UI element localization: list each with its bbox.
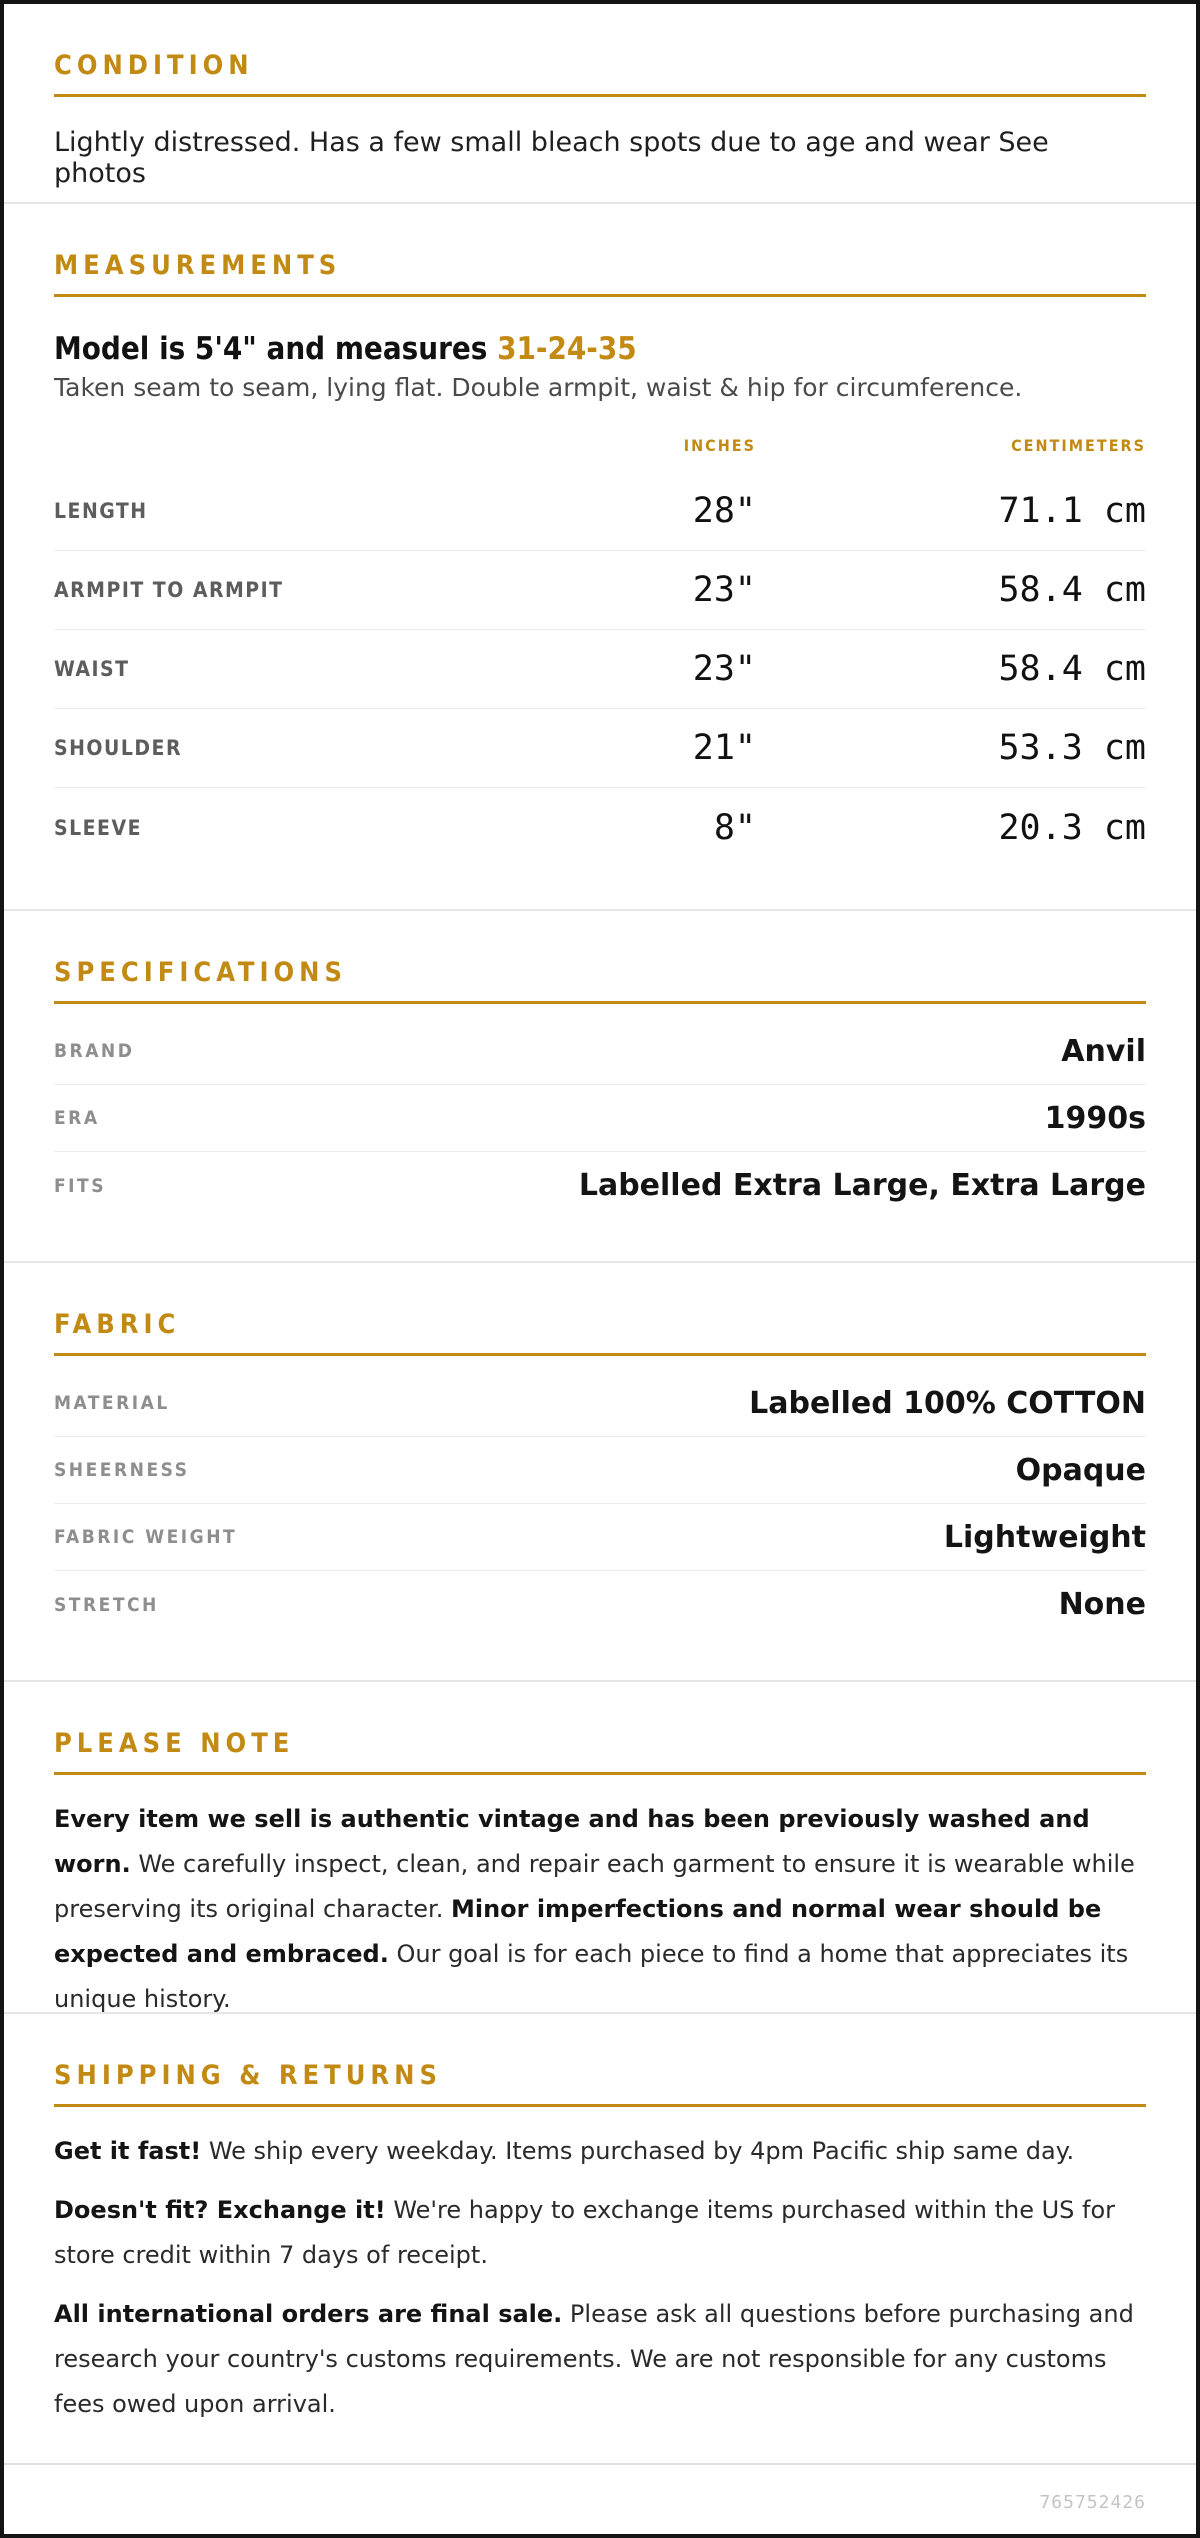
shipping-returns-title: SHIPPING & RETURNS bbox=[54, 2060, 1146, 2107]
model-measures-heading bbox=[54, 331, 1146, 367]
centimeters-column-header: CENTIMETERS bbox=[1011, 436, 1146, 456]
specifications-title: SPECIFICATIONS bbox=[54, 957, 1146, 1004]
note-text-2: Our goal is for each piece to find a home that appreciates its unique history. bbox=[54, 1940, 1129, 2014]
measurement-cm: 71.1 cm bbox=[998, 491, 1146, 532]
spec-value: Labelled Extra Large, Extra Large bbox=[578, 1168, 1146, 1204]
measurement-inches: 21" bbox=[692, 728, 756, 769]
measurement-label: SLEEVE bbox=[54, 815, 142, 840]
shipping-text: Please ask all questions before purchasing and research your country's customs requirements. We are not responsible for any customs fees owed upon arrival. bbox=[54, 2300, 1134, 2419]
spec-value: 1990s bbox=[1044, 1100, 1146, 1136]
measurements-subtitle: Taken seam to seam, lying flat. Double armpit, waist & hip for circumference. bbox=[54, 373, 1023, 403]
spec-label: BRAND bbox=[54, 1040, 135, 1063]
note-text-1: We carefully inspect, clean, and repair each garment to ensure it is wearable while preserving its original character. bbox=[54, 1850, 1135, 1924]
measurements-table bbox=[54, 472, 1146, 867]
shipping-paragraph-international bbox=[54, 2292, 1146, 2427]
measurement-label: WAIST bbox=[54, 657, 130, 682]
condition-title: CONDITION bbox=[54, 50, 1146, 97]
please-note-title: PLEASE NOTE bbox=[54, 1728, 1146, 1775]
shipping-text: We ship every weekday. Items purchased by 4pm Pacific ship same day. bbox=[201, 2137, 1075, 2166]
fabric-label: STRETCH bbox=[54, 1593, 159, 1616]
spec-row-era bbox=[54, 1085, 1146, 1152]
fabric-label: MATERIAL bbox=[54, 1392, 170, 1415]
measurement-cm: 58.4 cm bbox=[998, 649, 1146, 690]
spec-value: Anvil bbox=[1061, 1033, 1146, 1069]
fabric-section bbox=[4, 1263, 1196, 1682]
fabric-value: Opaque bbox=[1015, 1452, 1146, 1488]
spec-label: ERA bbox=[54, 1107, 100, 1130]
measurement-row-waist bbox=[54, 630, 1146, 709]
measurements-section bbox=[4, 204, 1196, 911]
shipping-paragraph-exchange bbox=[54, 2188, 1146, 2278]
fabric-row-weight bbox=[54, 1504, 1146, 1571]
fabric-row-sheerness bbox=[54, 1437, 1146, 1504]
shipping-returns-section bbox=[4, 2014, 1196, 2465]
fabric-value: Lightweight bbox=[943, 1519, 1146, 1555]
shipping-text: We're happy to exchange items purchased within the US for store credit within 7 days of receipt. bbox=[54, 2196, 1116, 2270]
fabric-list bbox=[54, 1370, 1146, 1638]
specifications-list bbox=[54, 1018, 1146, 1219]
note-bold-2: Minor imperfections and normal wear should be expected and embraced. bbox=[54, 1895, 1102, 1969]
measurement-inches: 23" bbox=[692, 649, 756, 690]
measurement-cm: 53.3 cm bbox=[998, 728, 1146, 769]
fabric-label: SHEERNESS bbox=[54, 1459, 190, 1482]
fabric-title: FABRIC bbox=[54, 1309, 1146, 1356]
shipping-bold: Doesn't fit? Exchange it! bbox=[54, 2196, 386, 2225]
measurement-row-sleeve bbox=[54, 788, 1146, 867]
fabric-value: None bbox=[1058, 1587, 1146, 1623]
measurement-inches: 28" bbox=[692, 491, 756, 532]
spec-row-fits bbox=[54, 1152, 1146, 1219]
model-measures-prefix: Model is 5'4" and measures bbox=[54, 331, 498, 368]
measurement-row-length bbox=[54, 472, 1146, 551]
measurements-title: MEASUREMENTS bbox=[54, 250, 1146, 297]
spec-row-brand bbox=[54, 1018, 1146, 1085]
measurement-label: SHOULDER bbox=[54, 736, 183, 761]
measurement-row-armpit bbox=[54, 551, 1146, 630]
please-note-section bbox=[4, 1682, 1196, 2014]
fabric-row-material bbox=[54, 1370, 1146, 1437]
condition-text: Lightly distressed. Has a few small bleach spots due to age and wear See photos bbox=[54, 127, 1049, 190]
measurement-row-shoulder bbox=[54, 709, 1146, 788]
measurements-header-row bbox=[54, 436, 1146, 460]
model-measures-numbers: 31-24-35 bbox=[497, 331, 637, 368]
measurement-cm: 20.3 cm bbox=[998, 807, 1146, 848]
condition-section bbox=[4, 4, 1196, 204]
measurement-inches: 23" bbox=[692, 570, 756, 611]
measurement-label: LENGTH bbox=[54, 499, 148, 524]
product-id: 765752426 bbox=[1039, 2492, 1146, 2513]
shipping-bold: All international orders are final sale. bbox=[54, 2300, 563, 2329]
fabric-value: Labelled 100% COTTON bbox=[749, 1385, 1146, 1421]
measurement-label: ARMPIT TO ARMPIT bbox=[54, 578, 284, 603]
shipping-paragraph-fast bbox=[54, 2129, 1146, 2174]
note-bold-1: Every item we sell is authentic vintage and has been previously washed and worn. bbox=[54, 1805, 1090, 1879]
please-note-text bbox=[54, 1797, 1146, 2022]
specifications-section bbox=[4, 911, 1196, 1263]
shipping-bold: Get it fast! bbox=[54, 2137, 202, 2166]
measurement-inches: 8" bbox=[713, 807, 756, 848]
inches-column-header: INCHES bbox=[683, 436, 756, 456]
fabric-row-stretch bbox=[54, 1571, 1146, 1638]
fabric-label: FABRIC WEIGHT bbox=[54, 1526, 238, 1549]
spec-label: FITS bbox=[54, 1174, 107, 1197]
measurement-cm: 58.4 cm bbox=[998, 570, 1146, 611]
